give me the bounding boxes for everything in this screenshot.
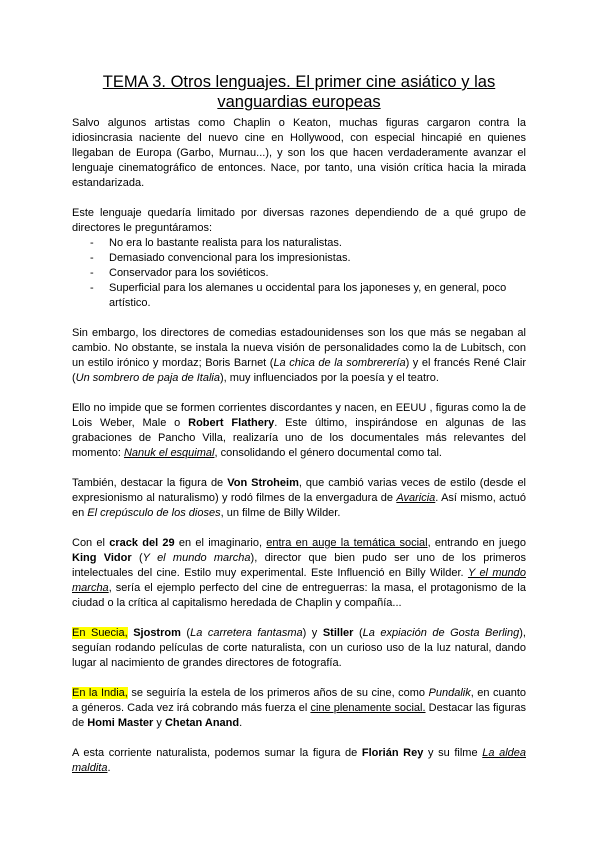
text: . <box>107 762 111 774</box>
text: ( <box>131 552 143 564</box>
paragraph-india <box>72 686 526 731</box>
text: A esta corriente naturalista, podemos sumar la figura de <box>72 747 362 759</box>
text: Destacar las figuras de <box>72 702 526 729</box>
film-title: Y el mundo marcha <box>72 567 527 594</box>
text: en el imaginario, <box>174 537 267 549</box>
paragraph-comedy-directors <box>72 326 526 386</box>
text: se seguiría la estela de los primeros años de su cine, como <box>127 687 429 699</box>
film-title: Nanuk el esquimal <box>123 447 215 459</box>
paragraph-documentary <box>72 401 526 461</box>
paragraph-language-limits: Este lenguaje quedaría limitado por diversas razones dependiendo de a qué grupo de directores le preguntáramos: <box>72 207 526 234</box>
director-name: Florián Rey <box>361 747 424 759</box>
text: Con el <box>72 537 110 549</box>
director-name: Chetan Anand <box>164 717 240 729</box>
text: , entrando en juego <box>427 537 526 549</box>
text: ) y el francés René Clair ( <box>72 357 526 384</box>
director-name: King Vidor <box>72 552 132 564</box>
paragraph-florian-rey <box>72 746 526 776</box>
film-title: La carretera fantasma <box>190 627 303 639</box>
director-name: Von Stroheim <box>227 477 299 489</box>
list-item: - No era lo bastante realista para los naturalistas. <box>72 236 526 251</box>
text: , sería el ejemplo perfecto del cine de entreguerras: la masa, el protagonismo de la ciudad o la crítica al capitalismo heredada de Chaplin y compañía... <box>72 582 526 609</box>
text: . <box>239 717 243 729</box>
film-title: La expiación de Gosta Berling <box>362 627 520 639</box>
text: . Así mismo, actuó en <box>72 492 526 519</box>
paragraph-intro: Salvo algunos artistas como Chaplin o Keaton, muchas figuras cargaron contra la idiosincrasia naciente del nuevo cine en Hollywood, con especial hincapié en quienes llegaban de Europa (Garbo, Murnau...), y son los que hacen verdaderamente avanzar el lenguaje cinematográfico de entonces. Nace, por tanto, una visión crítica hacia la mirada estandarizada. <box>72 117 526 189</box>
highlighted-country: En Suecia, <box>72 627 128 639</box>
director-name: Sjostrom <box>133 627 181 639</box>
text: y <box>153 717 165 729</box>
text: Ello no impide que se formen corrientes discordantes y nacen, en EEUU , figuras como la de Lois Weber, Male o <box>72 402 526 429</box>
text: Sin embargo, los directores de comedias estadounidenses son los que más se negaban al cambio. No obstante, se instala la nueva visión de personalidades como la de Lubitsch, con un estilo irónico y mordaz; Boris Barnet ( <box>72 327 526 369</box>
limits-list <box>72 236 526 311</box>
film-title: La aldea maldita <box>72 747 526 774</box>
film-title: La chica de la sombrerería <box>273 357 406 369</box>
text: ( <box>353 627 363 639</box>
paragraph-von-stroheim <box>72 476 526 521</box>
title-line-1: TEMA 3. Otros lenguajes. El primer cine asiático y las <box>102 73 496 91</box>
key-term: crack del 29 <box>109 537 175 549</box>
highlighted-country: En la India, <box>72 687 128 699</box>
text: ) y <box>302 627 323 639</box>
text: ), seguían rodando películas de corte naturalista, con un curioso uso de la luz natural, dando lugar al nacimiento de grandes directores de fotografía. <box>72 627 526 669</box>
list-item: - Conservador para los soviéticos. <box>72 266 526 281</box>
film-title: El crepúsculo de los dioses <box>87 507 221 519</box>
director-name: Stiller <box>322 627 354 639</box>
film-title: Pundalik <box>428 687 471 699</box>
text: , un filme de Billy Wilder. <box>220 507 341 519</box>
page-title <box>72 72 526 112</box>
film-title: Un sombrero de paja de Italia <box>75 372 220 384</box>
paragraph-sweden <box>72 626 526 671</box>
text: ), director que bien pudo ser uno de los primeros intelectuales del cine. Estilo muy experimental. Este Influenció en Billy Wilder. <box>72 552 526 579</box>
text: ), muy influenciados por la poesía y el teatro. <box>219 372 439 384</box>
text: , en cuanto a géneros. Cada vez irá cobrando más fuerza el <box>72 687 526 714</box>
title-line-2: vanguardias europeas <box>217 93 381 111</box>
director-name: Homi Master <box>87 717 154 729</box>
document-body <box>72 72 526 791</box>
film-title: Avaricia <box>396 492 436 504</box>
director-name: Robert Flathery <box>188 417 275 429</box>
text: También, destacar la figura de <box>72 477 228 489</box>
text: ( <box>180 627 191 639</box>
key-phrase: cine plenamente social. <box>310 702 426 714</box>
text: , consolidando el género documental como tal. <box>214 447 442 459</box>
list-item: - Demasiado convencional para los impresionistas. <box>72 251 526 266</box>
text: , que cambió varias veces de estilo (desde el expresionismo al naturalismo) y rodó filmes de la envergadura de <box>72 477 526 504</box>
text: y su filme <box>423 747 483 759</box>
paragraph-king-vidor <box>72 536 526 611</box>
key-phrase: entra en auge la temática social <box>266 537 428 549</box>
list-item: - Superficial para los alemanes u occidental para los japoneses y, en general, poco artístico. <box>72 281 526 311</box>
text: . Este último, inspirándose en algunas de las grabaciones de Pancho Villa, realizaría uno de los documentales más relevantes del momento: <box>72 417 526 459</box>
film-title: Y el mundo marcha <box>142 552 251 564</box>
